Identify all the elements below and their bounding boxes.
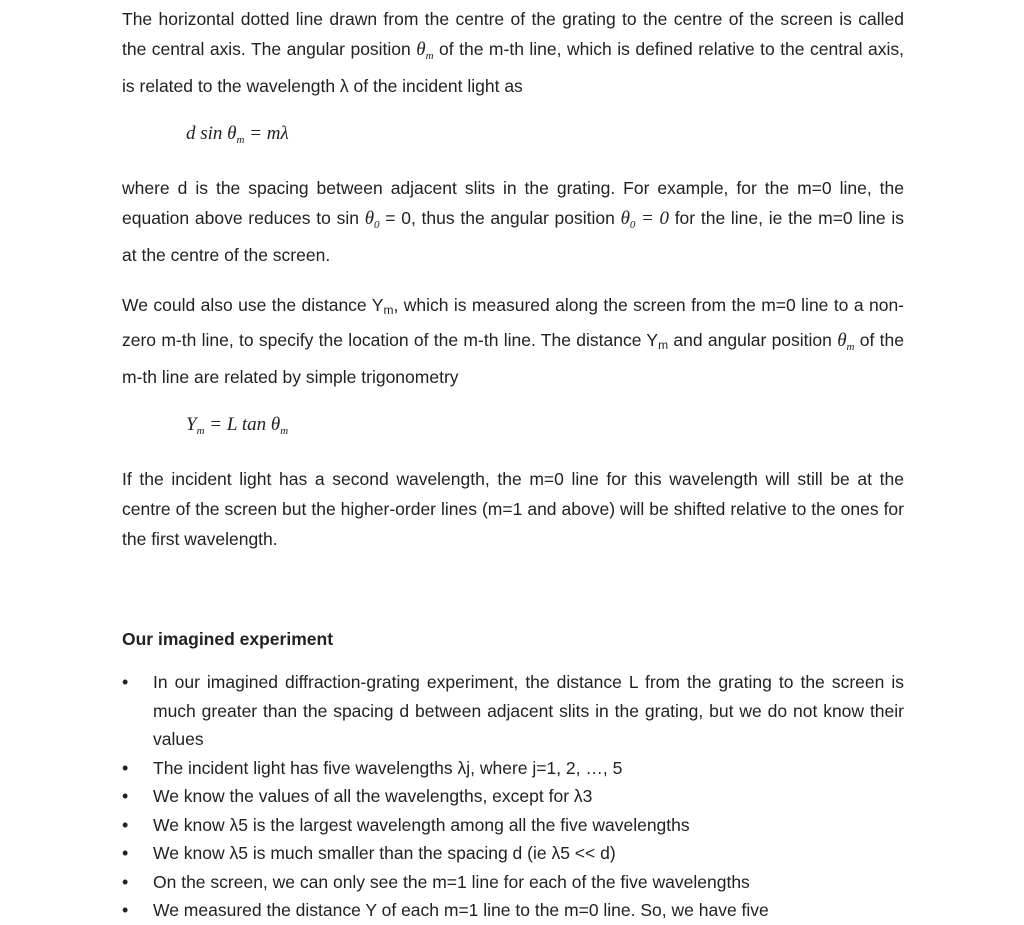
equation-grating: d $\sin \theta_m = m\lambda$ <box>186 123 289 146</box>
document-page <box>122 4 904 925</box>
list-item: • We know λ5 is the largest wavelength among all the five wavelengths <box>122 814 690 835</box>
list-item: • In our imagined diffraction-grating experiment, the distance L from the grating to the screen is much greater than the spacing d between adjacent slits in the grating, but we do not know their values <box>122 672 904 749</box>
experiment-list <box>122 668 904 925</box>
text: of the m-th line, which is defined relative to the central axis, is related to the wavelength λ of the incident light as <box>122 39 904 96</box>
list-item: • On the screen, we can only see the m=1 line for each of the five wavelengths <box>122 871 750 892</box>
paragraph-second-wavelength: If the incident light has a second wavelength, the m=0 line for this wavelength will still be at the centre of the screen but the higher-order lines (m=1 and above) will be shifted relative to the ones for the first wavelength. <box>122 469 904 549</box>
theta-m-symbol: $\theta_m$ <box>837 330 855 353</box>
list-item: • We know λ5 is much smaller than the spacing d (ie λ5 << d) <box>122 843 616 863</box>
paragraph-distance: We could also use the distance $Y_m$, which is measured along the screen from the m=0 line to a non-zero m-th line, to specify the location of the m-th line. The distance $Y_m$ and angular position $\theta_m$ of the m-th line are related by simple trigonometry <box>122 295 905 387</box>
list-item: • We know the values of all the wavelengths, except for λ3 <box>122 786 593 806</box>
theta-m-symbol: $\theta_m$ <box>416 39 434 62</box>
paragraph-central-axis <box>122 4 904 101</box>
list-item: • The incident light has five wavelengths λj, where j=1, 2, …, 5 <box>122 757 623 778</box>
text: The horizontal dotted line drawn from the centre of the grating to the centre of the screen is called the central axis. The angular position <box>122 9 904 59</box>
section-heading: Our imagined experiment <box>122 629 334 649</box>
equation-trig: $Y_m = L$ $\tan \theta_m$ <box>186 414 289 437</box>
theta-0-symbol: $\theta_0$ <box>364 208 380 231</box>
theta-0-equation: $\theta_0 = 0$ <box>620 208 669 231</box>
paragraph-slit-spacing: where d is the spacing between adjacent slits in the grating. For example, for the m=0 line, the equation above reduces to $\sin \theta_0 = 0$, thus the angular position $\theta_0 = 0$ for the line, ie the m=0 line is at the centre of the screen. <box>122 178 905 265</box>
list-item: • We measured the distance Y of each m=1 line to the m=0 line. So, we have five <box>122 900 769 920</box>
